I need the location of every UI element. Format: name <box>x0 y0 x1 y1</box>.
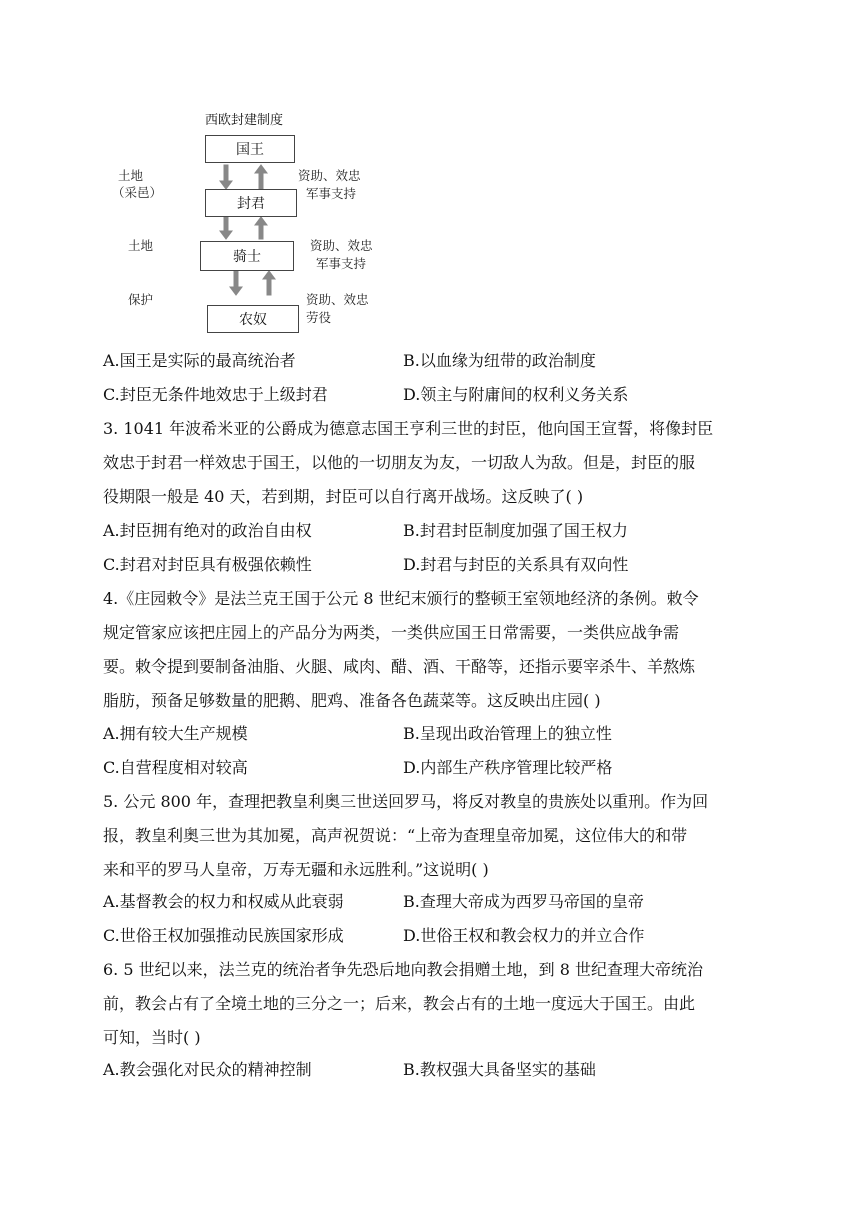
q5-line: 来和平的罗马人皇帝，万寿无疆和永远胜利。”这说明( ) <box>103 860 489 879</box>
label-obligation-1a: 资助、效忠 <box>298 168 361 183</box>
box-knight: 骑士 <box>200 241 294 271</box>
q3-option-d: D.封君与封臣的关系具有双向性 <box>403 555 629 574</box>
q3-option-c: C.封君对封臣具有极强依赖性 <box>103 555 312 574</box>
q3-line: 役期限一般是 40 天，若到期，封臣可以自行离开战场。这反映了( ) <box>103 487 584 506</box>
q3-option-a: A.封臣拥有绝对的政治自由权 <box>103 521 312 540</box>
q2-option-d: D.领主与附庸间的权利义务关系 <box>403 385 629 404</box>
q4-option-d: D.内部生产秩序管理比较严格 <box>403 758 613 777</box>
label-obligation-3a: 资助、效忠 <box>306 292 369 307</box>
label-fief: （采邑） <box>112 185 163 200</box>
label-land-2: 土地 <box>128 238 154 253</box>
up-arrow-head <box>255 165 267 173</box>
down-arrow-head <box>230 287 242 295</box>
q6-stem <box>103 953 763 1055</box>
label-obligation-2b: 军事支持 <box>316 256 367 271</box>
q3-stem <box>103 412 763 514</box>
q5-option-a: A.基督教会的权力和权威从此衰弱 <box>103 892 344 911</box>
q6-line: 前，教会占有了全境土地的三分之一；后来，教会占有的土地一度远大于国王。由此 <box>103 994 696 1013</box>
q4-stem <box>103 582 763 718</box>
q4-line: 4.《庄园敕令》是法兰克王国于公元 8 世纪末颁行的整顿王室领地经济的条例。敕令 <box>103 589 699 608</box>
feudal-system-diagram <box>110 105 390 340</box>
q5-option-b: B.查理大帝成为西罗马帝国的皇帝 <box>403 892 644 911</box>
box-serf: 农奴 <box>207 305 299 333</box>
q6-line: 可知，当时( ) <box>103 1028 201 1047</box>
q5-stem <box>103 785 763 887</box>
q2-option-c: C.封臣无条件地效忠于上级封君 <box>103 385 328 404</box>
q4-line: 要。敕令提到要制备油脂、火腿、咸肉、醋、酒、干酪等，还指示要宰杀牛、羊熬炼 <box>103 657 696 676</box>
diagram-title: 西欧封建制度 <box>205 113 284 128</box>
label-obligation-3b: 劳役 <box>306 310 332 325</box>
q6-line: 6. 5 世纪以来，法兰克的统治者争先恐后地向教会捐赠土地，到 8 世纪查理大帝统治 <box>103 960 703 979</box>
q2-option-b: B.以血缘为纽带的政治制度 <box>403 351 596 370</box>
q6-option-a: A.教会强化对民众的精神控制 <box>103 1060 312 1079</box>
q5-option-c: C.世俗王权加强推动民族国家形成 <box>103 926 344 945</box>
down-arrow <box>234 271 238 289</box>
q3-line: 3. 1041 年波希米亚的公爵成为德意志国王亨利三世的封臣，他向国王宣誓，将像封臣 <box>103 419 714 438</box>
down-arrow-head <box>220 181 232 189</box>
q4-option-c: C.自营程度相对较高 <box>103 758 248 777</box>
q6-option-b: B.教权强大具备坚实的基础 <box>403 1060 596 1079</box>
label-obligation-1b: 军事支持 <box>306 186 357 201</box>
q5-line: 5. 公元 800 年，查理把教皇利奥三世送回罗马，将反对教皇的贵族处以重刑。作为回 <box>103 792 709 811</box>
q4-line: 规定管家应该把庄园上的产品分为两类，一类供应国王日常需要，一类供应战争需 <box>103 623 680 642</box>
label-protection: 保护 <box>128 292 154 307</box>
up-arrow-head <box>255 217 267 225</box>
q4-line: 脂肪，预备足够数量的肥鹅、肥鸡、准备各色蔬菜等。这反映出庄园( ) <box>103 691 601 710</box>
q3-line: 效忠于封君一样效忠于国王，以他的一切朋友为友，一切敌人为敌。但是，封臣的服 <box>103 453 696 472</box>
q2-option-a: A.国王是实际的最高统治者 <box>103 351 296 370</box>
up-arrow <box>267 277 271 295</box>
q5-line: 报，教皇利奥三世为其加冕，高声祝贺说：“上帝为查理皇帝加冕，这位伟大的和带 <box>103 826 688 845</box>
down-arrow-head <box>220 231 232 239</box>
up-arrow <box>259 171 263 189</box>
box-king: 国王 <box>205 135 295 163</box>
q4-option-a: A.拥有较大生产规模 <box>103 724 248 743</box>
q4-option-b: B.呈现出政治管理上的独立性 <box>403 724 612 743</box>
up-arrow-head <box>263 271 275 279</box>
label-obligation-2a: 资助、效忠 <box>310 238 373 253</box>
q5-option-d: D.世俗王权和教会权力的并立合作 <box>403 926 645 945</box>
down-arrow <box>224 165 228 183</box>
box-lord: 封君 <box>205 189 297 217</box>
label-land-1: 土地 <box>118 168 144 183</box>
q3-option-b: B.封君封臣制度加强了国王权力 <box>403 521 628 540</box>
